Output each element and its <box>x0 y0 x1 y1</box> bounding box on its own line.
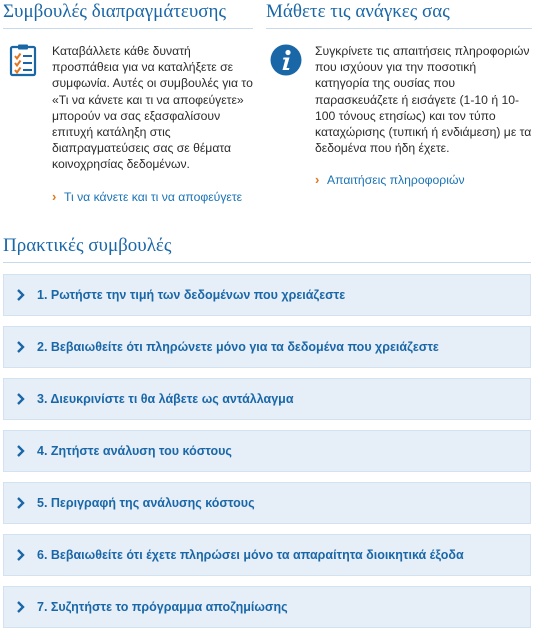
know-your-needs-title: Μάθετε τις ανάγκες σας <box>266 0 532 29</box>
chevron-right-icon <box>14 338 28 356</box>
practical-tip-label: 5. Περιγραφή της ανάλυσης κόστους <box>37 496 255 510</box>
negotiation-tips-body <box>3 43 253 205</box>
practical-tip-label: 4. Ζητήστε ανάλυση του κόστους <box>37 444 232 458</box>
practical-tip-label: 1. Ρωτήστε την τιμή των δεδομένων που χρειάζεστε <box>37 288 346 302</box>
chevron-right-icon <box>14 286 28 304</box>
practical-tip-label: 3. Διευκρινίστε τι θα λάβετε ως αντάλλαγμα <box>37 392 294 406</box>
chevron-right-icon <box>14 598 28 616</box>
chevron-right-icon <box>14 390 28 408</box>
negotiation-tips-title: Συμβουλές διαπραγμάτευσης <box>3 0 253 29</box>
practical-tip-2[interactable] <box>3 326 531 368</box>
practical-tip-label: 2. Βεβαιωθείτε ότι πληρώνετε μόνο για τα δεδομένα που χρειάζεστε <box>37 340 439 354</box>
practical-tip-4[interactable] <box>3 430 531 472</box>
practical-tips-title: Πρακτικές συμβουλές <box>3 234 531 263</box>
know-your-needs-text: Συγκρίνετε τις απαιτήσεις πληροφοριών που ισχύουν για την ποσοτική κατηγορία της ουσίας που παρασκευάζετε ή εισάγετε (1-10 ή 10-100 τόνους ετησίως) και τον τύπο καταχώρισης (τυπική ή ενδιάμεση) με τα δεδομένα που ήδη έχετε. <box>315 44 532 156</box>
practical-tip-label: 7. Συζητήστε το πρόγραμμα αποζημίωσης <box>37 600 288 614</box>
information-requirements-link-label: Απαιτήσεις πληροφοριών <box>327 173 465 188</box>
know-your-needs-panel <box>266 0 532 189</box>
practical-tip-3[interactable] <box>3 378 531 420</box>
practical-tip-7[interactable] <box>3 586 531 628</box>
dos-and-donts-link-label: Τι να κάνετε και τι να αποφεύγετε <box>64 189 243 204</box>
practical-tips-list <box>3 274 531 638</box>
chevron-right-icon <box>14 442 28 460</box>
information-requirements-link[interactable] <box>315 172 532 188</box>
negotiation-tips-text: Καταβάλλετε κάθε δυνατή προσπάθεια για να καταλήξετε σε συμφωνία. Αυτές οι συμβουλές για το «Τι να κάνετε και τι να αποφεύγετε» μπορούν να σας εξασφαλίσουν επιτυχή κατάληξη στις διαπραγματεύσεις σας σε θέματα κοινοχρησίας δεδομένων. <box>52 44 253 172</box>
info-icon <box>269 43 303 77</box>
negotiation-tips-panel <box>3 0 253 205</box>
practical-tip-label: 6. Βεβαιωθείτε ότι έχετε πληρώσει μόνο τα απαραίτητα διοικητικά έξοδα <box>37 548 464 562</box>
chevron-right-icon <box>14 494 28 512</box>
practical-tip-1[interactable] <box>3 274 531 316</box>
practical-tip-6[interactable] <box>3 534 531 576</box>
dos-and-donts-link[interactable] <box>52 189 253 205</box>
know-your-needs-body <box>266 43 532 189</box>
chevron-right-icon: › <box>52 188 57 204</box>
checklist-icon <box>6 43 40 77</box>
chevron-right-icon: › <box>315 172 320 188</box>
chevron-right-icon <box>14 546 28 564</box>
practical-tip-5[interactable] <box>3 482 531 524</box>
